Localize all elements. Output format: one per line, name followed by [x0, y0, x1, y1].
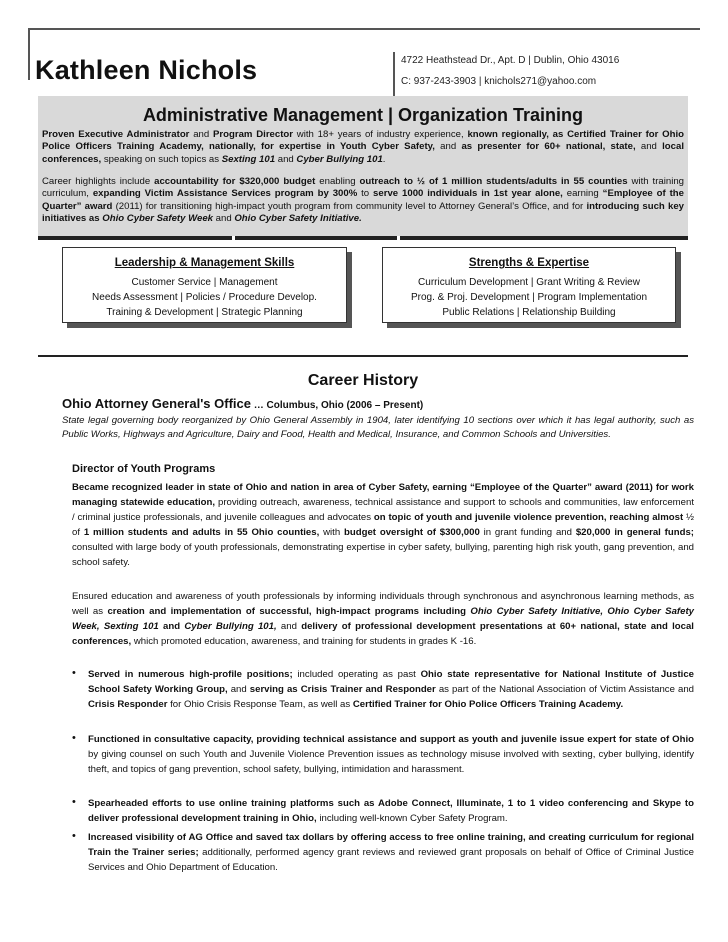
skills-right-title: Strengths & Expertise: [468, 257, 590, 269]
text-run: Cyber Bullying 101,: [184, 621, 277, 632]
text-run: Proven Executive Administrator: [42, 129, 190, 140]
bullet-text: [88, 796, 694, 826]
employer-location: … Columbus, Ohio (2006 – Present): [250, 400, 424, 411]
text-run: Certified Trainer for Ohio Police Officers Training Academy.: [352, 699, 624, 710]
summary-paragraph-2-text: [42, 176, 684, 226]
text-run: and: [189, 129, 213, 140]
text-run: earning: [562, 188, 603, 200]
text-run: and: [227, 684, 250, 695]
summary-paragraph-1-text: [42, 129, 684, 166]
text-run: and: [213, 213, 235, 225]
text-run: creation and implementation of successful, high-impact programs including: [107, 606, 471, 617]
bullet-glyph: •: [72, 830, 76, 842]
text-run: Became recognized leader in state of Ohio and nation in area of Cyber Safety, earning “Employee of the Quarter” award (2011) for work managing statewide education,: [72, 482, 694, 508]
summary-paragraph-1: [42, 129, 684, 166]
role-title: Director of Youth Programs: [72, 463, 216, 475]
list-item: [72, 667, 694, 712]
list-item: [72, 830, 694, 875]
text-run: with training curriculum,: [42, 176, 685, 200]
text-run: delivery of professional development presentations at 60+ national, state and local conferences,: [72, 621, 694, 647]
text-run: serve 1000 individuals in 1st year alone,: [373, 188, 563, 200]
section-rule: [38, 355, 688, 357]
bullet-text: [88, 667, 694, 712]
text-run: enabling: [315, 176, 360, 187]
employer-name: Ohio Attorney General's Office: [62, 396, 251, 411]
list-item: [72, 796, 694, 826]
text-run: and: [158, 621, 185, 632]
text-run: with 18+ years of industry experience,: [293, 129, 468, 140]
summary-band-bottom-rule: [38, 236, 688, 240]
text-run: as part of the National Association of Victim Assistance and: [435, 684, 694, 695]
text-run: local conferences,: [42, 141, 684, 165]
text-run: outreach to ½ of 1 million students/adults in 55 counties: [359, 176, 628, 187]
summary-paragraph-2: [42, 176, 684, 226]
text-run: known regionally, as Certified Trainer for Ohio Police Officers Training Academy, nationally, for expertise in Youth Cyber Safety,: [42, 129, 685, 153]
contact-line: C: 937-243-3903 | knichols271@yahoo.com: [401, 76, 597, 87]
text-run: providing outreach, awareness, technical assistance and support to schools and communities, law enforcement / criminal justice professionals, and juvenile colleagues and advocates: [72, 497, 694, 523]
bullet-glyph: •: [72, 796, 76, 808]
text-run: Ensured education and awareness of youth professionals by informing individuals through synchronous and asynchronous learning methods, as well as: [72, 591, 694, 617]
text-run: Served in numerous high-profile positions;: [88, 669, 293, 680]
text-run: Ohio state representative for National Institute of Justice School Safety Working Group,: [88, 669, 694, 695]
candidate-name: Kathleen Nichols: [35, 55, 258, 85]
text-run: $20,000 in general funds;: [575, 527, 694, 538]
list-item: [72, 732, 694, 777]
text-run: Increased visibility of AG Office and saved tax dollars by offering access to free online training, and creating curriculum for regional Train the Trainer series;: [88, 832, 694, 858]
career-history-title: Career History: [307, 372, 419, 389]
text-run: and: [275, 153, 297, 165]
text-run: additionally, performed agency grant reviews and reviewed grant proposals on behalf of Office of Criminal Justice Services and Ohio Department of Education.: [88, 847, 695, 873]
rule-gap: [232, 236, 235, 240]
text-run: Functioned in consultative capacity, providing technical assistance and support as youth and juvenile issue expert for state of Ohio: [88, 734, 694, 745]
rule-gap: [397, 236, 400, 240]
text-run: Sexting 101: [221, 153, 276, 165]
text-run: as presenter for 60+ national, state,: [461, 141, 636, 153]
text-run: on topic of youth and juvenile violence prevention, reaching almost: [373, 512, 684, 523]
summary-title: Administrative Management | Organization Training: [142, 105, 584, 125]
text-run: in grant funding and: [479, 527, 576, 538]
text-run: which promoted education, awareness, and training for students in grades K -16.: [131, 636, 477, 647]
text-run: Crisis Responder: [88, 699, 168, 710]
text-run: 1 million students and adults in 55 Ohio counties,: [83, 527, 320, 538]
text-run: speaking on such topics as: [101, 153, 222, 165]
text-run: Cyber Bullying 101: [296, 153, 383, 165]
text-run: “Employee of the Quarter” award: [42, 188, 685, 212]
text-run: consulted with large body of youth professionals, demonstrating expertise in cyber safety, bullying, parenting high risk youth, gang prevention, and school safety.: [72, 542, 694, 568]
skills-left-line: Customer Service | Management: [131, 277, 278, 288]
text-run: Spearheaded efforts to use online training platforms such as Adobe Connect, Illuminate, 1 to 1 video conferencing and Skype to deliver professional development training in Ohio,: [88, 798, 694, 824]
text-run: included operating as past: [292, 669, 421, 680]
header-border-left: [28, 28, 30, 80]
address-line: 4722 Heathstead Dr., Apt. D | Dublin, Ohio 43016: [401, 55, 620, 66]
text-run: (2011) for transitioning high-impact youth program from community level to Attorney General’s Office, and for: [112, 200, 587, 212]
text-run: Ohio Cyber Safety Initiative.: [234, 213, 362, 225]
bullet-text: [88, 830, 694, 875]
skills-right-line: Public Relations | Relationship Building: [442, 307, 616, 318]
skills-left-line: Training & Development | Strategic Planning: [106, 307, 303, 318]
text-run: and: [434, 141, 462, 153]
text-run: introducing such key initiatives as: [42, 200, 684, 225]
text-run: ½ of: [72, 512, 694, 538]
text-run: including well-known Cyber Safety Program.: [316, 813, 508, 824]
skills-right-line: Prog. & Proj. Development | Program Implementation: [410, 292, 648, 303]
bullet-glyph: •: [72, 667, 76, 679]
skills-left-title: Leadership & Management Skills: [114, 257, 295, 269]
address-divider: [393, 52, 395, 97]
text-run: serving as Crisis Trainer and Responder: [249, 684, 436, 695]
employer-description: State legal governing body reorganized by Ohio General Assembly in 1904, later identifying 10 sections over which it has legal authority, such as Public Works, Highways and Agriculture, Dairy and Food, Health and Medical, Insurance, and Common Schools and Universities.: [62, 415, 694, 440]
role-paragraph-2: [72, 589, 694, 649]
skills-box-left: [62, 247, 347, 323]
text-run: and: [635, 141, 663, 153]
text-run: with: [319, 527, 345, 538]
text-run: expanding Victim Assistance Services program by 300%: [92, 188, 358, 200]
text-run: and: [276, 621, 302, 632]
text-run: to: [357, 188, 374, 200]
skills-right-line: Curriculum Development | Grant Writing & Review: [418, 277, 640, 288]
text-run: budget oversight of $300,000: [344, 527, 480, 538]
text-run: accountability for $320,000 budget: [154, 176, 316, 187]
text-run: Ohio Cyber Safety Week: [102, 213, 213, 225]
skills-box-right: [382, 247, 676, 323]
bullet-glyph: •: [72, 732, 76, 744]
bullet-text: [88, 732, 694, 777]
skills-left-line: Needs Assessment | Policies / Procedure Develop.: [92, 292, 317, 303]
header-border-top: [28, 28, 700, 30]
role-paragraph-1: [72, 480, 694, 570]
text-run: for Ohio Crisis Response Team, as well as: [167, 699, 353, 710]
text-run: .: [382, 153, 386, 165]
employer-heading: [62, 396, 423, 411]
text-run: by giving counsel on such Youth and Juvenile Violence Prevention issues as technology misuse involved with sexting, cyber bullying, identify theft, and topics of gang prevention, school safety, bullying, intimidation and harassment.: [88, 749, 694, 775]
text-run: Program Director: [213, 129, 294, 140]
text-run: Career highlights include: [42, 176, 155, 187]
text-run: Ohio Cyber Safety Initiative, Ohio Cyber Safety Week, Sexting 101: [72, 606, 694, 632]
